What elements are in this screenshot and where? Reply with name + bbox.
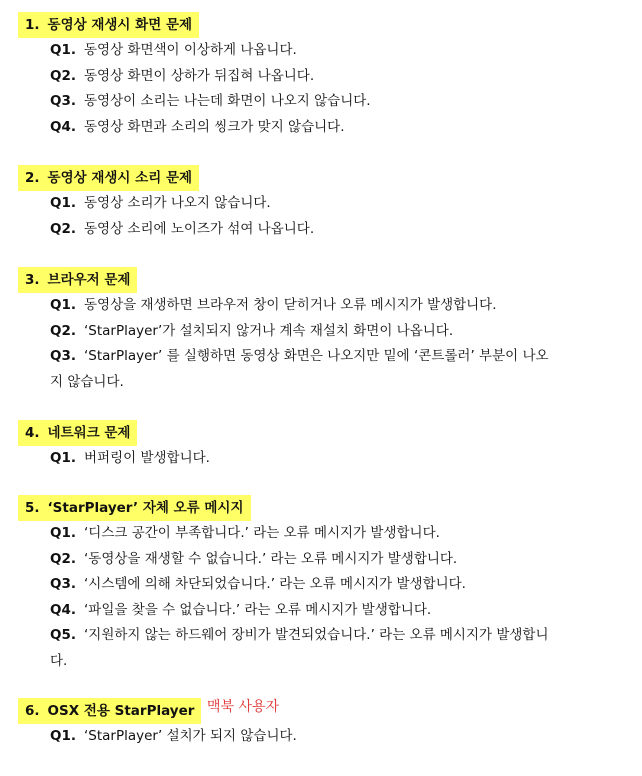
question-label: Q5. bbox=[50, 627, 76, 643]
section-title: 브라우저 문제 bbox=[47, 272, 131, 288]
question-text: 동영상 화면색이 이상하게 나옵니다. bbox=[84, 42, 297, 58]
question-item[interactable] bbox=[50, 724, 620, 750]
question-text: ‘StarPlayer’가 설치되지 않거나 계속 재설치 화면이 나옵니다. bbox=[84, 322, 454, 339]
section-title: 동영상 재생시 화면 문제 bbox=[47, 17, 193, 33]
question-item[interactable] bbox=[50, 191, 620, 217]
section-title: ‘StarPlayer’ 자체 오류 메시지 bbox=[47, 500, 244, 516]
question-item[interactable] bbox=[50, 115, 620, 141]
question-item[interactable] bbox=[50, 38, 620, 64]
question-item[interactable] bbox=[50, 64, 620, 90]
section-heading[interactable] bbox=[18, 267, 137, 293]
question-label: Q1. bbox=[50, 42, 76, 58]
question-item[interactable] bbox=[50, 446, 620, 472]
question-label: Q1. bbox=[50, 525, 76, 541]
section-heading[interactable] bbox=[18, 12, 199, 38]
question-label: Q3. bbox=[50, 93, 76, 109]
question-text: ‘StarPlayer’ 를 실행하면 동영상 화면은 나오지만 밑에 ‘콘트롤러’ 부분이 나오 bbox=[84, 348, 549, 364]
question-text: ‘디스크 공간이 부족합니다.’ 라는 오류 메시지가 발생합니다. bbox=[84, 525, 440, 541]
section-heading[interactable] bbox=[18, 698, 201, 724]
question-text: 버퍼링이 발생합니다. bbox=[84, 450, 210, 466]
question-text: 동영상 소리가 나오지 않습니다. bbox=[84, 195, 271, 211]
question-item[interactable] bbox=[50, 598, 620, 624]
section-heading[interactable] bbox=[18, 495, 251, 521]
question-item[interactable] bbox=[50, 217, 620, 243]
question-text-continuation: 지 않습니다. bbox=[50, 373, 124, 390]
question-label: Q1. bbox=[50, 195, 76, 211]
question-item[interactable] bbox=[50, 319, 620, 345]
question-item[interactable] bbox=[50, 344, 620, 370]
question-continuation bbox=[50, 370, 620, 396]
question-text: 동영상이 소리는 나는데 화면이 나오지 않습니다. bbox=[84, 93, 371, 109]
question-text-continuation: 다. bbox=[50, 652, 68, 669]
section-title: 네트워크 문제 bbox=[47, 425, 131, 441]
section-number: 2. bbox=[25, 170, 40, 186]
question-text: 동영상 화면과 소리의 씽크가 맞지 않습니다. bbox=[84, 118, 345, 135]
question-text: 동영상을 재생하면 브라우저 창이 닫히거나 오류 메시지가 발생합니다. bbox=[84, 297, 497, 313]
question-label: Q1. bbox=[50, 297, 76, 313]
question-label: Q2. bbox=[50, 550, 76, 567]
question-text: 동영상 소리에 노이즈가 섞여 나옵니다. bbox=[84, 220, 315, 237]
section-heading[interactable] bbox=[18, 420, 137, 446]
section-number: 6. bbox=[25, 703, 40, 719]
question-item[interactable] bbox=[50, 293, 620, 319]
question-label: Q3. bbox=[50, 348, 76, 364]
section-number: 5. bbox=[25, 500, 40, 516]
section-title: 동영상 재생시 소리 문제 bbox=[47, 170, 193, 186]
question-label: Q2. bbox=[50, 67, 76, 84]
question-label: Q2. bbox=[50, 322, 76, 339]
section-number: 4. bbox=[25, 425, 40, 441]
question-text: 동영상 화면이 상하가 뒤집혀 나옵니다. bbox=[84, 67, 315, 84]
question-item[interactable] bbox=[50, 521, 620, 547]
question-label: Q1. bbox=[50, 728, 76, 744]
question-text: ‘지원하지 않는 하드웨어 장비가 발견되었습니다.’ 라는 오류 메시지가 발생합니 bbox=[84, 627, 549, 643]
question-text: ‘StarPlayer’ 설치가 되지 않습니다. bbox=[84, 728, 297, 744]
question-label: Q1. bbox=[50, 450, 76, 466]
macbook-user-note: 맥북 사용자 bbox=[207, 699, 280, 715]
section-heading[interactable] bbox=[18, 165, 199, 191]
question-text: ‘동영상을 재생할 수 없습니다.’ 라는 오류 메시지가 발생합니다. bbox=[84, 550, 458, 567]
section-title: OSX 전용 StarPlayer bbox=[47, 703, 195, 719]
question-label: Q4. bbox=[50, 118, 76, 135]
question-label: Q3. bbox=[50, 576, 76, 592]
question-continuation bbox=[50, 649, 620, 675]
section-number: 1. bbox=[25, 17, 40, 33]
question-item[interactable] bbox=[50, 572, 620, 598]
question-item[interactable] bbox=[50, 89, 620, 115]
question-label: Q4. bbox=[50, 601, 76, 618]
question-label: Q2. bbox=[50, 220, 76, 237]
question-text: ‘파일을 찾을 수 없습니다.’ 라는 오류 메시지가 발생합니다. bbox=[84, 601, 432, 618]
question-item[interactable] bbox=[50, 547, 620, 573]
section-number: 3. bbox=[25, 272, 40, 288]
question-item[interactable] bbox=[50, 623, 620, 649]
question-text: ‘시스템에 의해 차단되었습니다.’ 라는 오류 메시지가 발생합니다. bbox=[84, 576, 466, 592]
